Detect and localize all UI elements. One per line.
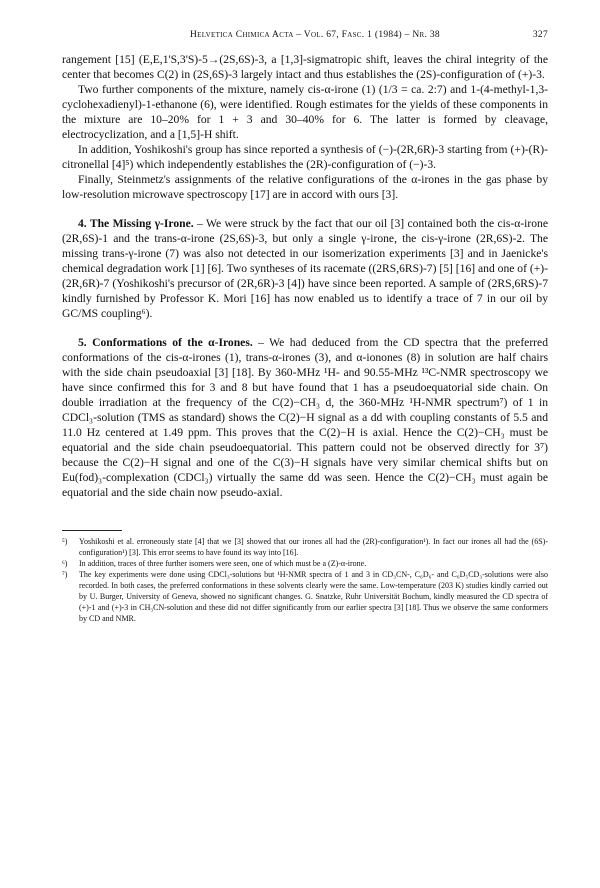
footnote-text: Yoshikoshi et al. erroneously state [4] that we [3] showed that our irones all had the (2R)-configuration¹). In fact our irones all had the (6S)-configuration¹) [3]. This error seems to have found its way into [16]. <box>79 537 548 557</box>
section-5-body: – We had deduced from the CD spectra that the preferred conformations of the cis-α-irones (1), trans-α-irones (3), and α-ionones (8) in solution are half chairs with the side chain pseudoaxial [3] [18]. By 360-MHz ¹H- and 90.55-MHz ¹³C-NMR spectroscopy we have since confirmed this for 3 and 8 but have found that 1 has a pseudoequatorial side chain. On double irradiation at the frequency of the C(2)−CH₃ d, the 360-MHz ¹H-NMR spectrum⁷) of 1 in CDCl₃-solution (TMS as standard) shows the C(2)−H signal as a dd with coupling constants of 5.5 and 11.0 Hz centered at 1.49 ppm. This proves that the C(2)−H is axial. Hence the C(2)−CH₃ must be equatorial and the side chain pseudoequatorial. This pattern could not be observed directly for 3⁷) because the C(2)−H signal and one of the C(3)−H signals have very similar chemical shifts but on Eu(fod)₃-complexation (CDCl₃) virtually the same dd was seen. Hence the C(2)−CH₃ must again be equatorial and the side chain now pseudo-axial. <box>62 336 548 499</box>
footnote-mark: ⁶) <box>62 559 68 568</box>
footnote-rule <box>62 530 122 531</box>
paragraph-3: In addition, Yoshikoshi's group has since reported a synthesis of (−)-(2R,6R)-3 starting from (+)-(R)-citronellal [4]⁵) which independently establishes the (2R)-configuration of (−)-3. <box>62 143 548 171</box>
section-4 <box>62 216 548 321</box>
section-4-body: – We were struck by the fact that our oil [3] contained both the cis-α-irone (2R,6S)-1 and the trans-α-irone (2S,6S)-3, but only a single γ-irone, the cis-γ-irone (2R,6S)-2. The missing trans-γ-irone (7) was also not detected in our isomerization experiments [3] and in Jaenicke's chemical degradation work [1] [6]. Two syntheses of its racemate ((2RS,6RS)-7) [5] [16] and one of (+)-(2R,6R)-7 (Yoshikoshi's precursor of (2R,6R)-3 [4]) have since been reported. A sample of (2RS,6RS)-7 kindly furnished by Professor K. Mori [16] has now enabled us to identify a trace of 7 in our oil by GC/MS coupling⁶). <box>62 217 549 320</box>
footnote-text: In addition, traces of three further isomers were seen, one of which must be a (Z)-α-irone. <box>79 559 367 568</box>
section-5 <box>62 335 548 500</box>
paragraph-2: Two further components of the mixture, namely cis-α-irone (1) (1/3 = ca. 2:7) and 1-(4-methyl-1,3-cyclohexadienyl)-1-ethanone (6), were identified. Rough estimates for the yields of these components in the mixture are 10–20% for 1 + 3 and 30–40% for 6. The latter is formed by cleavage, electrocyclization, and a [1,5]-H shift. <box>62 83 548 141</box>
journal-title: Helvetica Chimica Acta – Vol. 67, Fasc. 1 (1984) – Nr. 38 <box>190 30 440 40</box>
footnote-mark: ⁷) <box>62 570 68 579</box>
footnote-7 <box>62 569 548 624</box>
paragraph-1: rangement [15] (E,E,1'S,3'S)-5→(2S,6S)-3, a [1,3]-sigmatropic shift, leaves the chiral integrity of the center that becomes C(2) in (2S,6S)-3 largely intact and thus establishes the (2S)-configuration of (+)-3. <box>62 53 548 81</box>
paper-page <box>62 30 548 624</box>
footnote-mark: ⁵) <box>62 537 68 546</box>
paragraph-4: Finally, Steinmetz's assignments of the relative configurations of the α-irones in the gas phase by low-resolution microwave spectroscopy [17] are in accord with ours [3]. <box>62 173 548 201</box>
page-number: 327 <box>532 30 548 40</box>
section-5-heading: 5. Conformations of the α-Irones. <box>78 336 253 349</box>
footnote-6 <box>62 558 548 569</box>
running-header <box>62 30 548 40</box>
section-4-heading: 4. The Missing γ-Irone. <box>78 217 194 230</box>
footnote-text: The key experiments were done using CDCl₃-solutions but ¹H-NMR spectra of 1 and 3 in CD₃CN-, C₆D₆- and C₆D₅CD₃-solutions were also recorded. In both cases, the preferred conformations in these solvents clearly were the same. Low-temperature (203 K) studies kindly carried out by U. Burger, University of Geneva, showed no significant changes. G. Snatzke, Ruhr Universität Bochum, kindly measured the CD spectra of (+)-1 and (+)-3 in CH₃CN-solution and these did not differ significantly from our earlier spectra [3] [18]. Thus we observe the same conformers by CD and NMR. <box>79 570 548 623</box>
footnote-5 <box>62 536 548 558</box>
